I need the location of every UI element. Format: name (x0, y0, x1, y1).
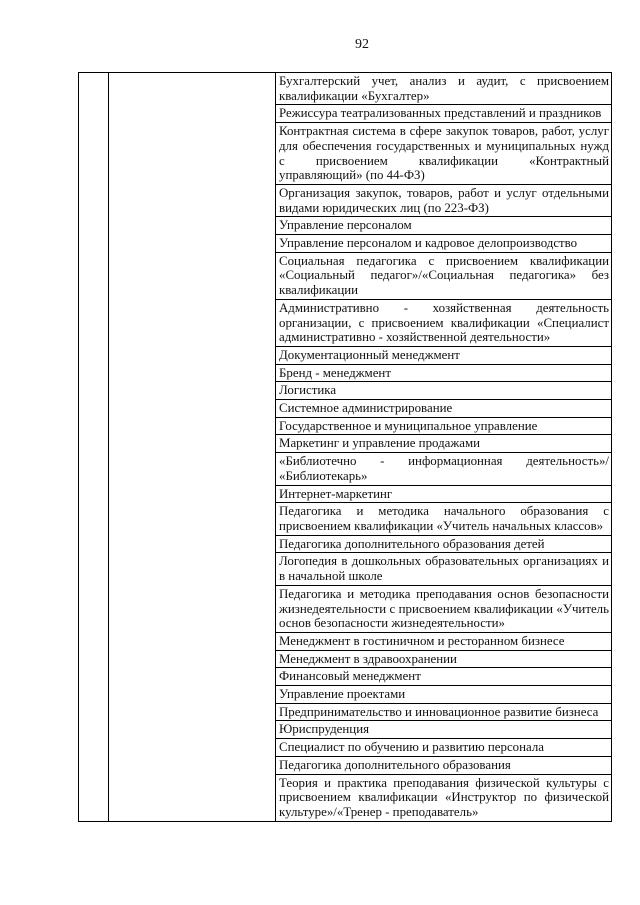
table-cell-program: Педагогика и методика преподавания основ безопасности жизнедеятельности с присвоением квалификации «Учитель основ безопасности жизнедеятельности» (276, 585, 612, 632)
table-row (79, 73, 612, 105)
programs-table (78, 72, 612, 822)
page-number: 92 (355, 37, 369, 52)
table-cell-program: «Библиотечно - информационная деятельность»/ «Библиотекарь» (276, 453, 612, 485)
table-cell-program: Государственное и муниципальное управление (276, 417, 612, 435)
table-cell-program: Управление проектами (276, 686, 612, 704)
table-cell-program: Социальная педагогика с присвоением квалификации «Социальный педагог»/«Социальная педагогика» без квалификации (276, 252, 612, 299)
table-cell-program: Логистика (276, 382, 612, 400)
table-cell-program: Предпринимательство и инновационное развитие бизнеса (276, 703, 612, 721)
table-cell-program: Системное администрирование (276, 400, 612, 418)
table-cell-program: Контрактная система в сфере закупок товаров, работ, услуг для обеспечения государственных и муниципальных нужд с присвоением квалификации «Контрактный управляющий» (по 44-ФЗ) (276, 123, 612, 185)
table-cell-program: Юриспруденция (276, 721, 612, 739)
table-cell-program: Педагогика дополнительного образования детей (276, 535, 612, 553)
table-cell-program: Педагогика дополнительного образования (276, 756, 612, 774)
table-cell-program: Теория и практика преподавания физической культуры с присвоением квалификации «Инструктор по физической культуре»/«Тренер - преподаватель» (276, 774, 612, 821)
table-cell-program: Менеджмент в здравоохранении (276, 650, 612, 668)
table-cell-program: Педагогика и методика начального образования с присвоением квалификации «Учитель начальных классов» (276, 503, 612, 535)
table-cell-program: Административно - хозяйственная деятельность организации, с присвоением квалификации «Специалист административно - хозяйственной деятельности» (276, 299, 612, 346)
table-cell-program: Интернет-маркетинг (276, 485, 612, 503)
table-cell-program: Бухгалтерский учет, анализ и аудит, с присвоением квалификации «Бухгалтер» (276, 73, 612, 105)
table-cell-program: Управление персоналом и кадровое делопроизводство (276, 235, 612, 253)
table-cell-program: Финансовый менеджмент (276, 668, 612, 686)
table-cell-program: Менеджмент в гостиничном и ресторанном бизнесе (276, 632, 612, 650)
table-cell-program: Маркетинг и управление продажами (276, 435, 612, 453)
table-cell-program: Документационный менеджмент (276, 346, 612, 364)
table-cell-program: Организация закупок, товаров, работ и услуг отдельными видами юридических лиц (по 223-ФЗ) (276, 184, 612, 216)
table-cell-empty-col2 (109, 73, 276, 822)
table-cell-program: Специалист по обучению и развитию персонала (276, 739, 612, 757)
table-cell-program: Бренд - менеджмент (276, 364, 612, 382)
table-cell-program: Управление персоналом (276, 217, 612, 235)
table-cell-empty-col1 (79, 73, 109, 822)
table-cell-program: Режиссура театрализованных представлений и праздников (276, 105, 612, 123)
table-cell-program: Логопедия в дошкольных образовательных организациях и в начальной школе (276, 553, 612, 585)
